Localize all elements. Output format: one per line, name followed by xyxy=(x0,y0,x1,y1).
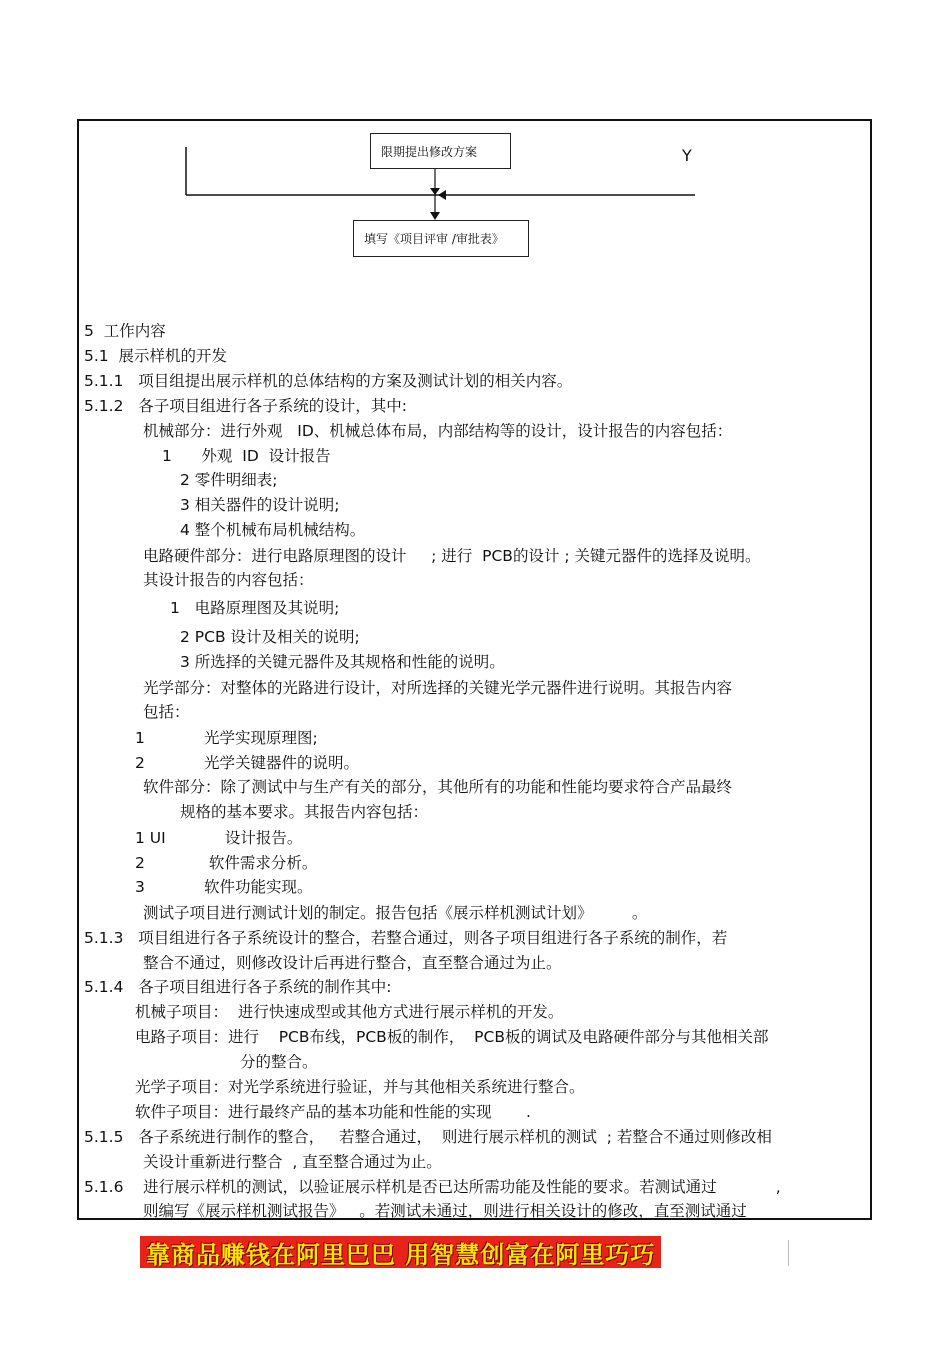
mech-intro: 机械部分：进行外观 ID、机械总体布局，内部结构等的设计，设计报告的内容包括： xyxy=(143,422,733,440)
arrow-left-icon xyxy=(438,190,446,200)
test-plan: 测试子项目进行测试计划的制定。报告包括《展示样机测试计划》 。 xyxy=(143,904,648,922)
flow-box-revise-label: 限期提出修改方案 xyxy=(381,144,478,159)
circuit-item-3: 3 所选择的关键元器件及其规格和性能的说明。 xyxy=(180,653,505,671)
optics-subproject: 光学子项目：对光学系统进行验证，并与其他相关系统进行整合。 xyxy=(135,1078,585,1096)
arrow-down-icon xyxy=(430,212,440,220)
software-intro-cont: 规格的基本要求。其报告内容包括： xyxy=(180,803,429,821)
flow-box-revise xyxy=(370,133,511,169)
flow-box-review-form xyxy=(353,220,529,257)
optics-item-1: 1 光学实现原理图; xyxy=(135,729,318,747)
para-5-1-5-cont: 关设计重新进行整合 , 直至整合通过为止。 xyxy=(143,1153,442,1171)
mech-item-1: 1 外观 ID 设计报告 xyxy=(162,447,331,465)
arrow-down-icon xyxy=(430,188,440,195)
software-item-1: 1 UI 设计报告。 xyxy=(135,829,303,847)
mech-item-4: 4 整个机械布局机械结构。 xyxy=(180,521,366,539)
mech-subproject: 机械子项目： 进行快速成型或其他方式进行展示样机的开发。 xyxy=(135,1003,564,1021)
circuit-subproject-cont: 分的整合。 xyxy=(240,1053,318,1071)
optics-intro-cont: 包括： xyxy=(143,703,190,721)
heading-work-content: 5 工作内容 xyxy=(84,322,166,340)
mech-item-2: 2 零件明细表; xyxy=(180,471,278,489)
para-5-1-2: 5.1.2 各子项目组进行各子系统的设计，其中: xyxy=(84,397,407,415)
circuit-item-2: 2 PCB 设计及相关的说明; xyxy=(180,628,360,646)
mech-item-3: 3 相关器件的设计说明; xyxy=(180,496,340,514)
heading-5-1: 5.1 展示样机的开发 xyxy=(84,347,228,365)
circuit-intro-cont: 其设计报告的内容包括： xyxy=(143,571,314,589)
flow-box-review-form-label: 填写《项目评审 /审批表》 xyxy=(364,232,504,246)
software-item-3: 3 软件功能实现。 xyxy=(135,878,313,896)
para-5-1-5: 5.1.5 各子系统进行制作的整合， 若整合通过， 则进行展示样机的测试 ; 若整合不通过则修改相 xyxy=(84,1128,772,1146)
optics-item-2: 2 光学关键器件的说明。 xyxy=(135,754,359,772)
circuit-item-1: 1 电路原理图及其说明; xyxy=(170,599,340,617)
para-5-1-3-cont: 整合不通过，则修改设计后再进行整合，直至整合通过为止。 xyxy=(143,954,562,972)
software-intro: 软件部分：除了测试中与生产有关的部分，其他所有的功能和性能均要求符合产品最终 xyxy=(143,778,733,796)
para-5-1-6: 5.1.6 进行展示样机的测试，以验证展示样机是否已达所需功能及性能的要求。若测试通过 , xyxy=(84,1178,781,1196)
flow-yes-label: Y xyxy=(682,146,692,165)
optics-intro: 光学部分：对整体的光路进行设计，对所选择的关键光学元器件进行说明。其报告内容 xyxy=(143,679,733,697)
para-5-1-6-cont: 则编写《展示样机测试报告》 。若测试未通过，则进行相关设计的修改，直至测试通过 xyxy=(143,1202,747,1220)
para-5-1-3: 5.1.3 项目组进行各子系统设计的整合，若整合通过，则各子项目组进行各子系统的制作，若 xyxy=(84,929,728,947)
para-5-1-1: 5.1.1 项目组提出展示样机的总体结构的方案及测试计划的相关内容。 xyxy=(84,372,573,390)
software-item-2: 2 软件需求分析。 xyxy=(135,854,318,872)
circuit-intro: 电路硬件部分：进行电路原理图的设计 ; 进行 PCB的设计 ; 关键元器件的选择及说明。 xyxy=(143,547,761,565)
banner-divider xyxy=(788,1240,789,1266)
para-5-1-4: 5.1.4 各子项目组进行各子系统的制作其中: xyxy=(84,978,392,996)
footer-ad-banner: 靠商品赚钱在阿里巴巴 用智慧创富在阿里巧巧 xyxy=(140,1236,661,1268)
software-subproject: 软件子项目：进行最终产品的基本功能和性能的实现 . xyxy=(135,1103,531,1121)
circuit-subproject: 电路子项目：进行 PCB布线，PCB板的制作， PCB板的调试及电路硬件部分与其他相关部 xyxy=(135,1028,769,1046)
